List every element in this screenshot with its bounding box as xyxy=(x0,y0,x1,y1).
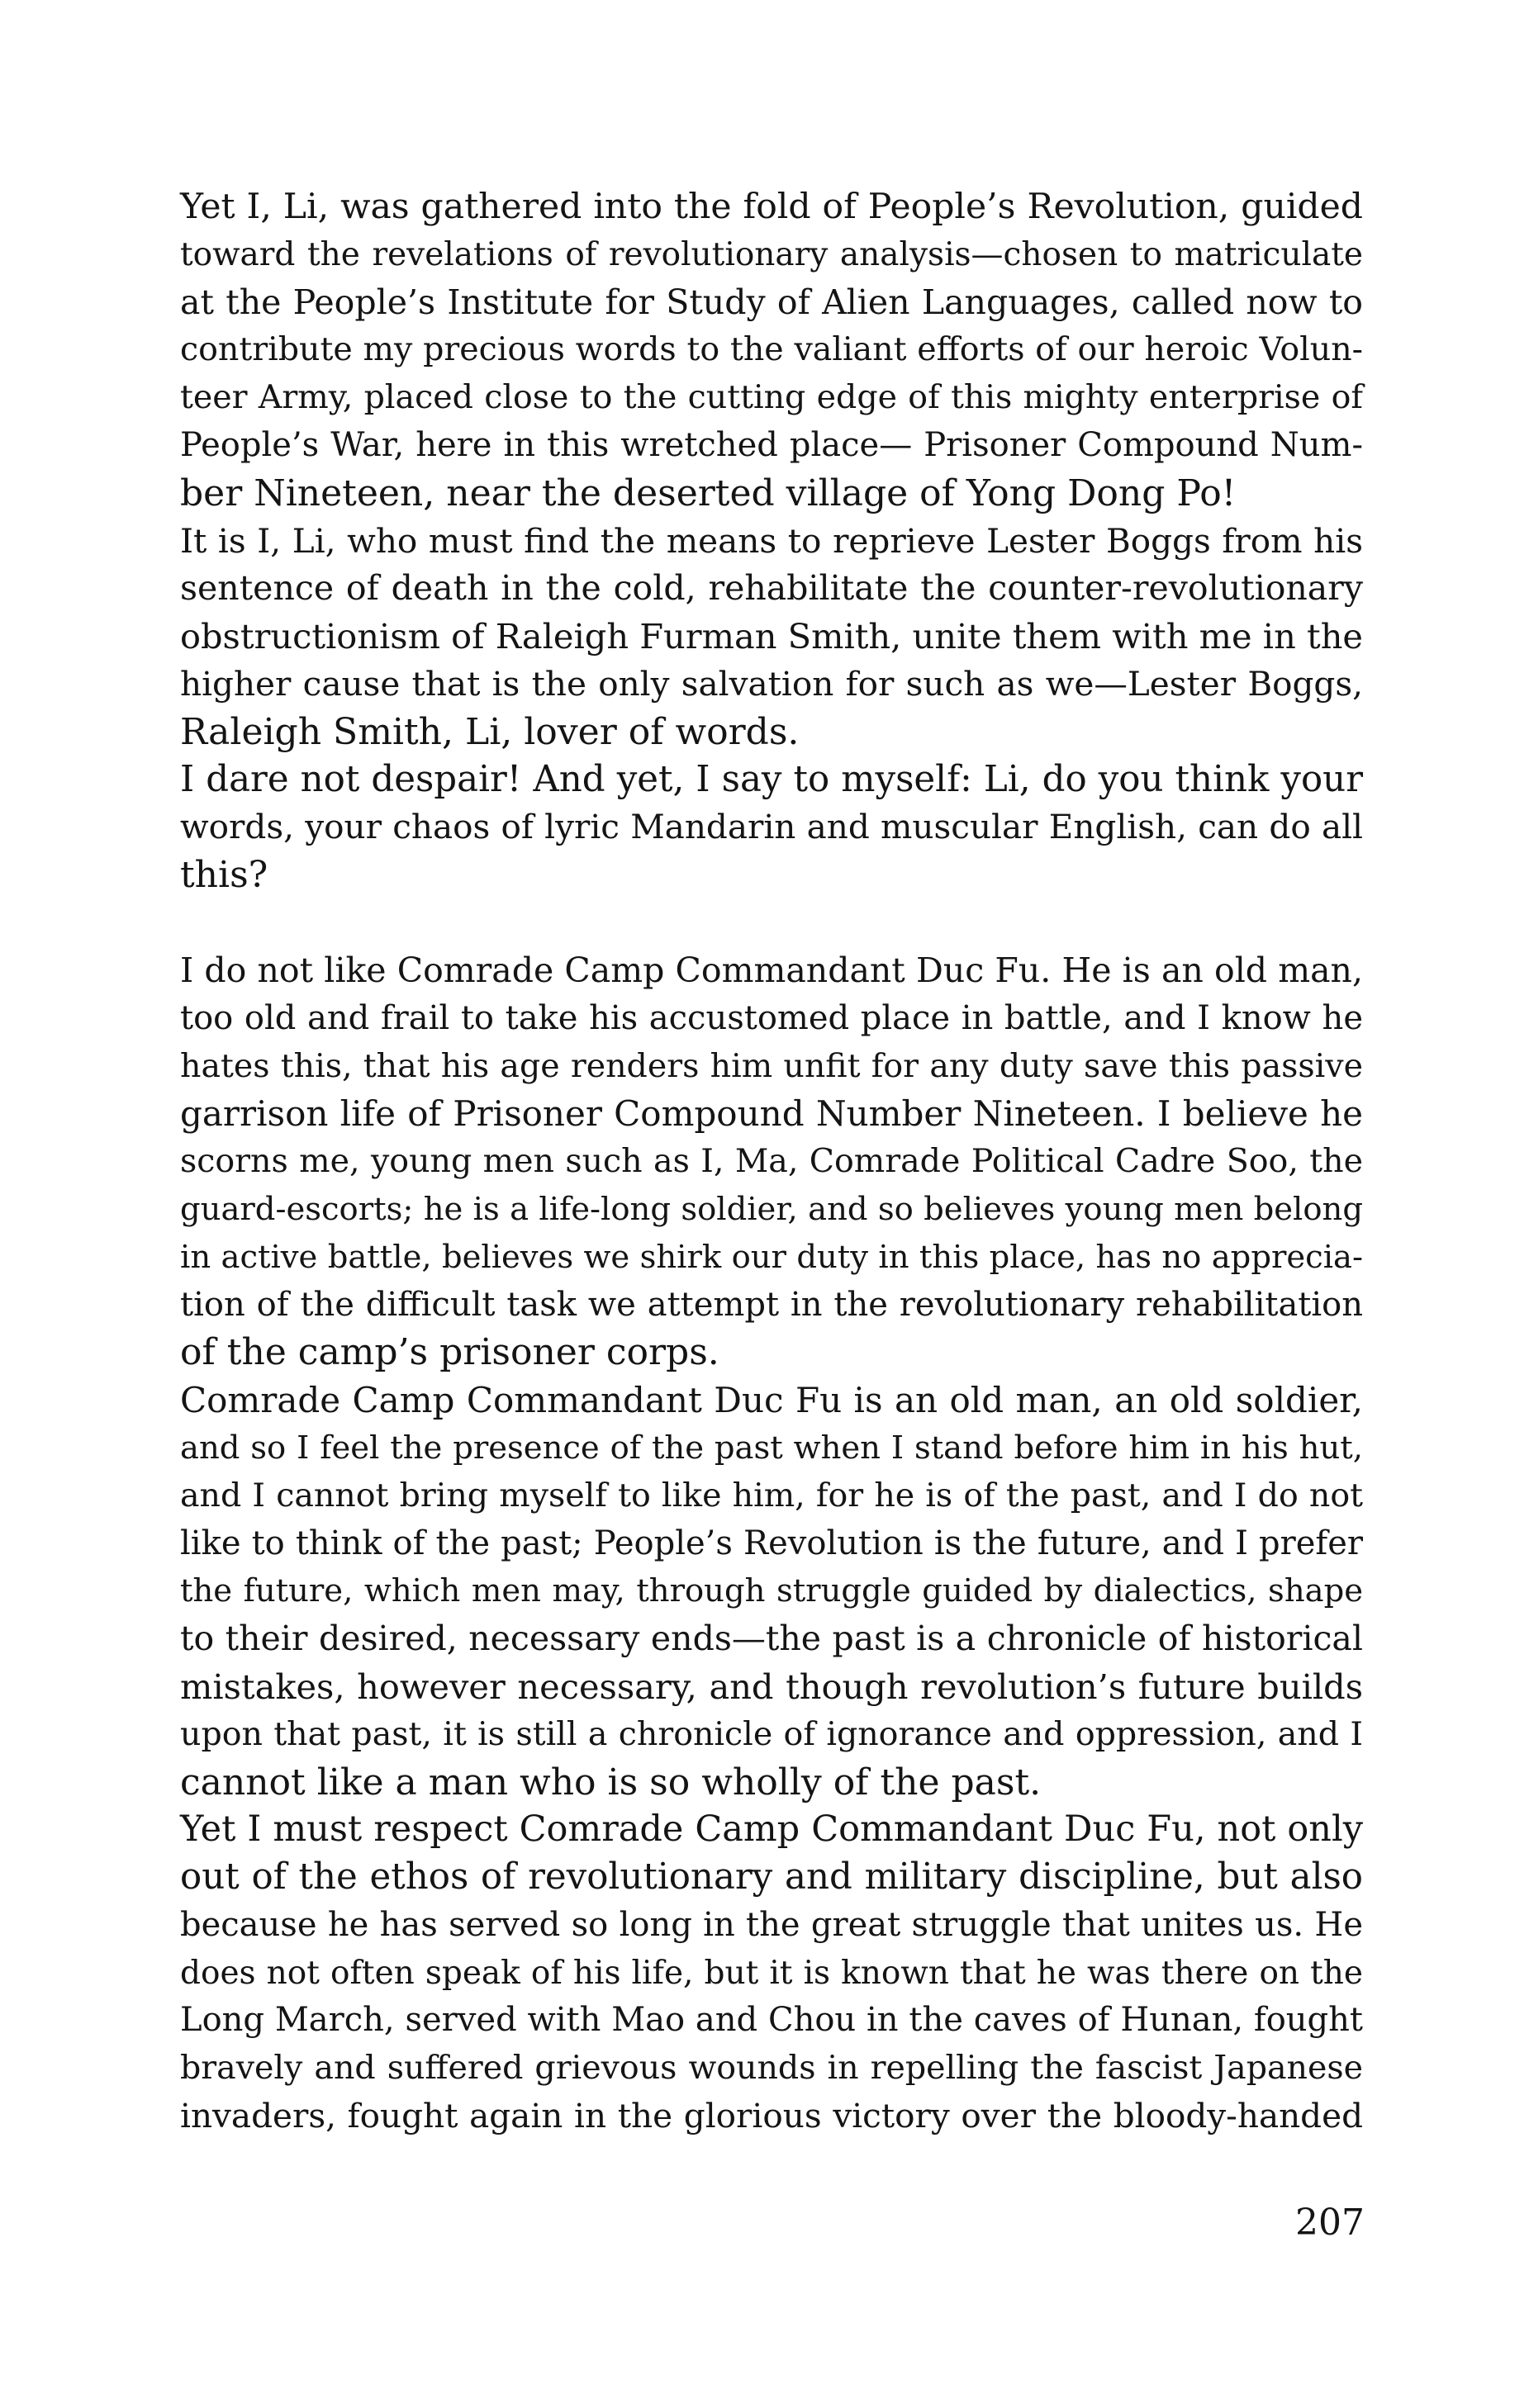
text-line: contribute my precious words to the valiant efforts of our heroic Volun- xyxy=(180,330,1363,369)
text-line: does not often speak of his life, but it is known that he was there on the xyxy=(180,1954,1363,1992)
text-line: hates this, that his age renders him unfit for any duty save this passive xyxy=(180,1046,1363,1085)
text-line: bravely and suffered grievous wounds in repelling the fascist Japanese xyxy=(180,2049,1363,2088)
page-number: 207 xyxy=(1295,2202,1365,2244)
text-line: It is I, Li, who must find the means to reprieve Lester Boggs from his xyxy=(180,520,1363,561)
text-line: obstructionism of Raleigh Furman Smith, unite them with me in the xyxy=(180,616,1363,657)
text-line: I dare not despair! And yet, I say to myself: Li, do you think your xyxy=(180,758,1363,800)
text-line: upon that past, it is still a chronicle of ignorance and oppression, and I xyxy=(180,1714,1363,1753)
text-line: sentence of death in the cold, rehabilitate the counter-revolutionary xyxy=(180,568,1363,609)
text-line: and I cannot bring myself to like him, for he is of the past, and I do not xyxy=(180,1476,1363,1514)
text-line: Raleigh Smith, Li, lover of words. xyxy=(180,710,800,753)
text-line: scorns me, young men such as I, Ma, Comrade Political Cadre Soo, the xyxy=(180,1142,1363,1181)
text-line: this? xyxy=(180,854,268,897)
text-line: like to think of the past; People’s Revolution is the future, and I prefer xyxy=(180,1524,1363,1562)
text-line: toward the revelations of revolutionary analysis—chosen to matriculate xyxy=(180,235,1363,273)
text-line: ber Nineteen, near the deserted village of Yong Dong Po! xyxy=(180,472,1237,514)
text-line: Comrade Camp Commandant Duc Fu is an old man, an old soldier, xyxy=(180,1380,1363,1421)
text-line: because he has served so long in the great struggle that unites us. He xyxy=(180,1905,1363,1944)
text-line: Yet I, Li, was gathered into the fold of People’s Revolution, guided xyxy=(180,187,1363,227)
text-line: of the camp’s prisoner corps. xyxy=(180,1331,719,1374)
text-line: mistakes, however necessary, and though revolution’s future builds xyxy=(180,1666,1363,1707)
text-line: the future, which men may, through struggle guided by dialectics, shape xyxy=(180,1572,1363,1610)
text-line: tion of the difficult task we attempt in the revolutionary rehabilitation xyxy=(180,1285,1363,1324)
text-line: cannot like a man who is so wholly of the past. xyxy=(180,1761,1042,1804)
text-line: guard-escorts; he is a life-long soldier, and so believes young men belong xyxy=(180,1190,1363,1228)
text-line: too old and frail to take his accustomed place in battle, and I know he xyxy=(180,998,1363,1037)
text-line: words, your chaos of lyric Mandarin and muscular English, can do all xyxy=(180,807,1363,847)
text-line: teer Army, placed close to the cutting edge of this mighty enterprise of xyxy=(180,378,1363,417)
text-line: Long March, served with Mao and Chou in the caves of Hunan, fought xyxy=(180,2001,1363,2040)
text-line: and so I feel the presence of the past when I stand before him in his hut, xyxy=(180,1429,1363,1467)
text-line: in active battle, believes we shirk our duty in this place, has no apprecia- xyxy=(180,1238,1363,1276)
text-line: at the People’s Institute for Study of Alien Languages, called now to xyxy=(180,282,1363,322)
text-line: higher cause that is the only salvation for such as we—Lester Boggs, xyxy=(180,663,1363,704)
text-line: I do not like Comrade Camp Commandant Duc Fu. He is an old man, xyxy=(180,950,1363,990)
text-line: invaders, fought again in the glorious victory over the bloody-handed xyxy=(180,2096,1363,2136)
text-line: People’s War, here in this wretched place— Prisoner Compound Num- xyxy=(180,425,1363,464)
text-line: garrison life of Prisoner Compound Number Nineteen. I believe he xyxy=(180,1093,1363,1135)
section-break xyxy=(180,899,1363,947)
text-line: Yet I must respect Comrade Camp Commandant Duc Fu, not only xyxy=(180,1808,1363,1851)
text-line: out of the ethos of revolutionary and military discipline, but also xyxy=(180,1856,1363,1898)
text-line: to their desired, necessary ends—the past is a chronicle of historical xyxy=(180,1619,1363,1659)
body-text xyxy=(180,183,1363,2140)
